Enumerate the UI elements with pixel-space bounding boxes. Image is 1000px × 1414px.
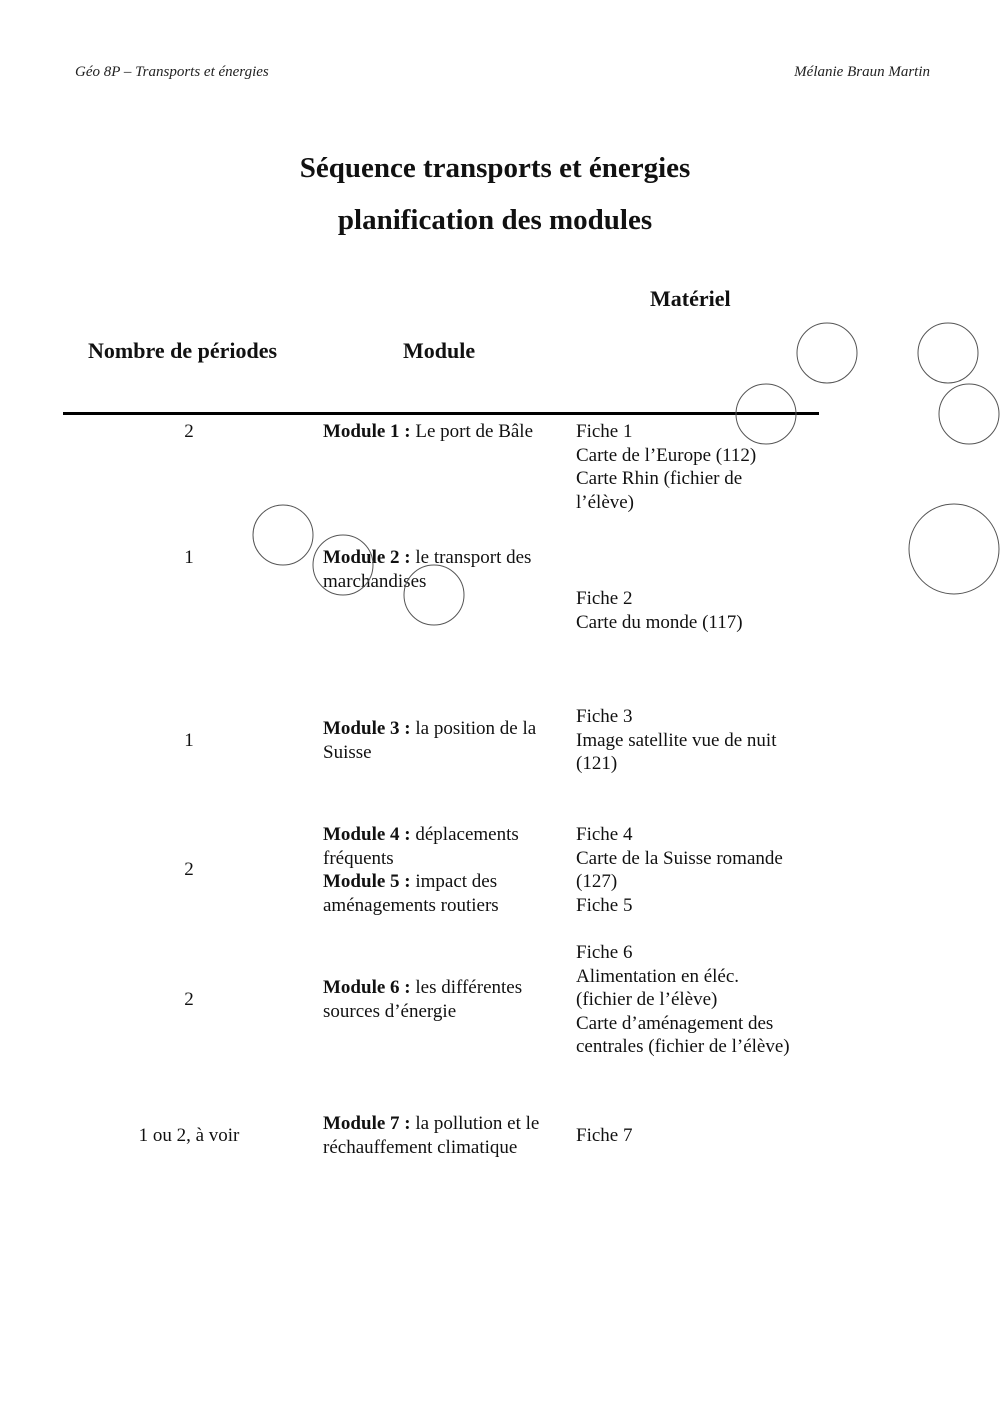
module-label: Module 6 : <box>323 977 411 998</box>
module-text: le transport des marchandises <box>323 547 532 592</box>
row-4-periods: 2 <box>184 859 194 880</box>
row-5-periods: 2 <box>184 989 194 1010</box>
module-text: la position de la Suisse <box>323 718 537 763</box>
materiel-line: centrales (fichier de l’élève) <box>576 1036 790 1057</box>
row-4-module <box>323 823 565 917</box>
module-text: la pollution et le réchauffement climatique <box>323 1113 540 1158</box>
row-1-module <box>323 420 565 444</box>
materiel-line: Fiche 4 <box>576 824 633 845</box>
circle-shape <box>918 323 978 383</box>
materiel-line: Fiche 3 <box>576 706 633 727</box>
row-2-periods: 1 <box>184 547 194 568</box>
row-4-materiel <box>576 823 816 917</box>
module-text: déplacements fréquents <box>323 824 519 869</box>
row-3-periods: 1 <box>184 730 194 751</box>
module-label: Module 5 : <box>323 871 411 892</box>
column-header-periods: Nombre de périodes <box>88 338 278 363</box>
materiel-line: l’élève) <box>576 491 635 513</box>
module-label: Module 4 : <box>323 824 411 845</box>
row-5-materiel <box>576 941 816 1059</box>
module-label: Module 1 : <box>323 421 411 442</box>
materiel-line: Carte du monde (117) <box>576 611 743 633</box>
circle-shape <box>797 323 857 383</box>
row-2-materiel <box>576 587 816 634</box>
row-6-materiel <box>576 1124 816 1148</box>
materiel-line: Carte de l’Europe (112) <box>576 444 757 466</box>
row-6-module <box>323 1112 565 1159</box>
materiel-line: Fiche 2 <box>576 588 633 609</box>
module-label: Module 7 : <box>323 1113 411 1134</box>
column-header-materiel: Matériel <box>650 286 731 311</box>
materiel-line: Alimentation en éléc. <box>576 965 740 987</box>
row-5-module <box>323 976 565 1023</box>
header-right: Mélanie Braun Martin <box>794 64 930 80</box>
materiel-line: (121) <box>576 753 618 774</box>
row-3-module <box>323 717 565 764</box>
header-left: Géo 8P – Transports et énergies <box>75 64 269 80</box>
row-2-module <box>323 546 565 593</box>
row-1-materiel <box>576 420 816 514</box>
materiel-line: Carte d’aménagement des <box>576 1012 774 1034</box>
materiel-line: Fiche 5 <box>576 894 633 916</box>
materiel-line: Fiche 1 <box>576 421 633 442</box>
circle-shape <box>939 384 999 444</box>
materiel-line: (127) <box>576 871 618 892</box>
materiel-line: Fiche 7 <box>576 1125 633 1146</box>
module-text: les différentes sources d’énergie <box>323 977 523 1022</box>
materiel-line: Carte Rhin (fichier de <box>576 468 743 489</box>
module-label: Module 3 : <box>323 718 411 739</box>
page-title: Séquence transports et énergies <box>299 152 691 184</box>
row-3-materiel <box>576 705 816 776</box>
row-6-periods: 1 ou 2, à voir <box>138 1125 240 1146</box>
header-rule <box>63 412 819 415</box>
row-1-periods: 2 <box>184 421 194 442</box>
materiel-line: (fichier de l’élève) <box>576 989 718 1010</box>
circle-shape <box>909 504 999 594</box>
column-header-module: Module <box>403 338 476 363</box>
module-text: impact des aménagements routiers <box>323 871 499 916</box>
materiel-line: Carte de la Suisse romande <box>576 847 783 869</box>
page-subtitle: planification des modules <box>337 204 653 236</box>
materiel-line: Fiche 6 <box>576 942 633 963</box>
materiel-line: Image satellite vue de nuit <box>576 729 777 751</box>
module-text: Le port de Bâle <box>410 421 534 442</box>
module-label: Module 2 : <box>323 547 411 568</box>
